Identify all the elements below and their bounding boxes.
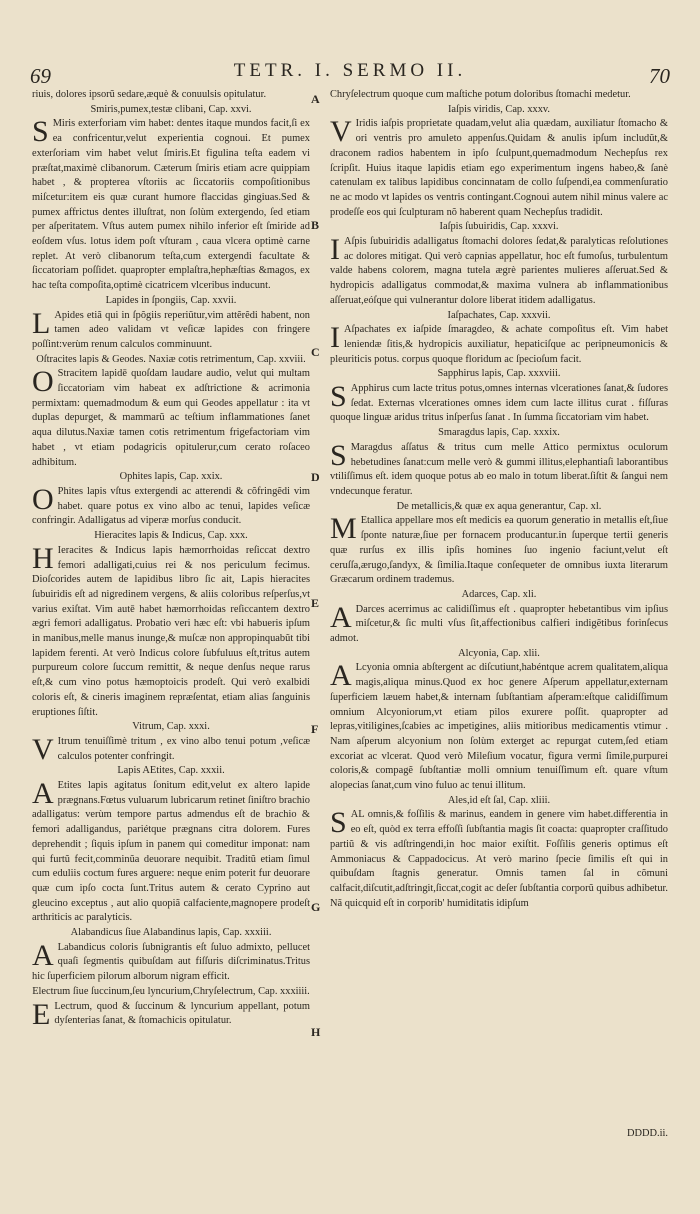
paragraph [330, 235, 668, 309]
drop-capital: O [32, 482, 54, 516]
paragraph-text: Alcyonia, Cap. xlii. [458, 647, 540, 659]
margin-letter: A [311, 92, 320, 106]
drop-capital: A [330, 659, 352, 693]
paragraph [330, 323, 668, 367]
chapter-heading [32, 529, 310, 544]
left-text-column [32, 88, 310, 1029]
margin-letter: B [311, 218, 320, 232]
margin-letter: H [311, 1025, 321, 1039]
paragraph [330, 438, 668, 500]
paragraph-text: Electrum ſiue ſuccinum,ſeu lyncurium,Chryſelectrum, Cap. xxxiiii. [32, 985, 310, 997]
paragraph-text: Ophites lapis, Cap. xxix. [119, 471, 223, 483]
chapter-heading [32, 926, 310, 941]
paragraph-text: Lcyonia omnia abſtergent ac diſcutiunt,habéntque acrem qualitatem,aliqua magis,aliqua minus.Quod ex hoc genere Aſperum appellatur,externam ſuperficiem læuem habet,& internam ſubſtantiam aſperam:eſtque calidiſſimum omnium Alcyoniorum,vt etiam pilos exurere poſſit. quapropter ad lepras,vitiligines,ſcabies ac impetigines, aliis mitioribus medicamentis vtimur . Nam aſperum alcyonium non ſolùm exterget ac repurgat cutem,ſed etiam excoriat ac vlcerat. Quod verò Mileſium vocatur, figura vermi ſimile,purpurei coloris,& compagẽ ſubſtantiæ molli omnium tenuiſſimum eſt. quare vſtum alopecias ſanat,cum vino fuluo ac tenui illitum. [330, 662, 668, 792]
paragraph-text: Vitrum, Cap. xxxi. [132, 721, 210, 733]
paragraph-text: De metallicis,& quæ ex aqua generantur, Cap. xl. [396, 500, 602, 512]
paragraph-text: Darces acerrimus ac calidiſſimus eſt . quapropter hebetantibus vim ipſius miſcetur,& ſic multi vſus ſit,affectionibus calfieri indigẽtibus forinſecus admot. [330, 603, 668, 645]
paragraph-text: AL omnis,& foſſilis & marinus, eandem in genere vim habet.differentia in eo eſt, quòd ex terra effoſſi ſubſtantia magis ſit coacta: quapropter craſſitudo partiũ & vis adſtringendi,in hoc maior exiſtit. Foſſilis generis optimus eſt Ammoniacus & Cappadocicus. At verò marino ſpecie ſimilis eſt qui in quibuſdam ſtagnis generatur. Omnis tamen ſal in cõmuni calfacit,diſcutit,adſtringit,ſiccat,cogit ac deſer ſubſtantia corporũ quibus adhibetur. Nã quicquid eſt in corporib' humiditatis idipſum [330, 809, 668, 909]
paragraph-text: Smiris,pumex,testæ clibani, Cap. xxvi. [90, 103, 252, 115]
paragraph-text: Labandicus coloris ſubnigrantis eſt ſuluo admixto, pellucet quaſi ſegmentis quibuſdam aut fiſſuris diſcriminatus.Tritus hic ſuperficiem pilorum alborum nigram efficit. [32, 941, 310, 983]
paragraph [32, 938, 310, 985]
chapter-heading [330, 103, 668, 118]
paragraph-text: Lapides in ſpongiis, Cap. xxvii. [105, 294, 237, 306]
paragraph-text: Etallica appellare mos eſt medicis ea quorum generatio in metallis eſt,ſiue ſponte naturæ,ſiue per fornacem producantur.in ſuperque tertii generis quæ rurſus ex illis ipſis homines ſuo ingenio faciunt,velut eſt ceruſſa,ærugo,ſandyx, & ſimilia.Itaque conſequeter de omnibus iuxta literarum Græcarum ordinem trademus. [330, 515, 668, 586]
margin-letter: E [311, 596, 320, 610]
paragraph-text: Ales,id eſt ſal, Cap. xliii. [447, 794, 551, 806]
paragraph [330, 808, 668, 911]
drop-capital: L [32, 306, 51, 340]
paragraph-text: Lectrum, quod & ſuccinum & lyncurium appellant, potum dyſenterias ſanat, & ſtomachicis opitulatur. [54, 1000, 310, 1027]
chapter-heading [330, 500, 668, 515]
drop-capital: V [330, 115, 352, 149]
drop-capital: S [330, 438, 347, 472]
paragraph-text: Ieracites & Indicus lapis hæmorrhoidas reſiccat dextro femori adalligati,cuius rei & nos periculum fecimus. Dioſcorides autem de lapidibus libro ſic ait, Lapis hieracites ſubuiridis eſt ad nigredinem vergens, & aliis coloribus reſperſus,vt varius exiſtat. Vim autē habet hæmorrhoidas reſiccantem dextro ægri femori adalligatus. Probatio veri hæc eſt: vbi habueris ipſum in manibus,melle manus inunge,& muſcæ non appropinquabũt tibi lapidem ferenti. At verò Indicus colore ſubfuluus eſt,tritus autem purpureum colore ſuccum remittit, & neque denſus neque rarus eſt,& cum vino potus hæmoptoicis prodeſt. Qui verò exalbidi coloris eſt, & cineris imaginem repræſentat, etiam alias ſanguinis eruptiones ſiſtit. [32, 544, 310, 718]
chapter-heading [330, 588, 668, 603]
chapter-heading [330, 794, 668, 809]
paragraph-text: Sapphirus lapis, Cap. xxxviii. [437, 368, 561, 380]
chapter-heading [32, 470, 310, 485]
drop-capital: O [32, 365, 54, 399]
chapter-heading [330, 220, 668, 235]
margin-letter: C [311, 345, 320, 359]
paragraph-text: Chryſelectrum quoque cum maſtiche potum doloribus ſtomachi medetur. [330, 89, 631, 100]
chapter-heading [32, 985, 310, 1000]
paragraph-text: Oſtracites lapis & Geodes. Naxiæ cotis retrimentum, Cap. xxviii. [36, 353, 306, 365]
chapter-heading [32, 720, 310, 735]
drop-capital: H [32, 541, 54, 575]
paragraph [32, 997, 310, 1031]
margin-letter: G [311, 900, 321, 914]
paragraph-text: Etites lapis agitatus ſonitum edit,velut ex altero lapide prægnans.Fœtus vuluarum lubricarum retinet ſiniſtro brachio adalligatus: verùm tempore partus admendus eſt de brachio & femori adalligandus, pariétque prægnans citra dolorem. Fures deprehendit ; ſiquis ipſum in panem qui comeditur imponat: nam qui furtũ fecit,comminũa deuorare nequibit. Traditũ etiam ſimul cum eduliis coctum fures arguere: neque enim poterit fur deuorare quæ cum ipſo cocta ſunt.Tritus autem & cerato Cyprino aut gleucino exceptus , aut alio quopiã calfaciente,magnopere prodeſt arthriticis ac paralyticis. [32, 780, 310, 924]
chapter-heading [32, 764, 310, 779]
margin-letter: F [311, 722, 319, 736]
drop-capital: I [330, 321, 340, 355]
paragraph [32, 482, 310, 529]
paragraph-text: Iridis iaſpis proprietate quadam,velut alia quædam, auxiliatur ſtomacho & ori ventris pro amuleto appenſus.Quidam & anulis ipſum includũt,& draconem radios habentem in ipſo ſculpunt,quemadmodum Nechepſus rex ſcripſit. Huius itaque lapidis etiam ego experimentum ingens habeo,& ſanè catenulam ex talibus lapidibus concinnatam de collo ſuſpendi,ea commenſuratio ne ac modo vt lapides os ventris contingant.Cognoui autem nihil minus valere ac prodeſſe eos qui ſculpturam nõ haberent quam Nechepſus tradidit. [330, 118, 668, 218]
drop-capital: A [32, 938, 54, 972]
paragraph-text: Iaſpachates, Cap. xxxvii. [447, 309, 551, 321]
signature-mark: DDDD.ii. [627, 1128, 668, 1139]
chapter-heading [330, 647, 668, 662]
chapter-heading [32, 294, 310, 309]
paragraph-text: riuis, dolores ipsorũ sedare,æquè & conuulsis opitulatur. [32, 89, 267, 100]
paragraph [32, 779, 310, 926]
paragraph [32, 306, 310, 353]
drop-capital: S [32, 115, 49, 149]
paragraph-text: Apides etiã qui in ſpõgiis reperiũtur,vim attẽrẽdi habent, non tamen adeo validam vt veſicæ lapides con fringere poſſint:verùm renum calculos comminuunt. [32, 309, 310, 350]
paragraph-text: Aſpis ſubuiridis adalligatus ſtomachi dolores ſedat,& paralyticas reſolutiones ac dolores mitigat. Qui verò capnias appellatur, hoc eſt fumoſus, turbulentum valde habens colorem, magna tutela ægrè parientes mulieres aſſeruat.Sed & hydropicis adalligatus commodat,& maxima vulnera ab inflammationibus aſſeruat,eóſque qui vulnerantur dolore liberat itidem adalligatus. [330, 236, 668, 306]
paragraph [330, 514, 668, 588]
drop-capital: M [330, 512, 357, 546]
paragraph-text: Iaſpis ſubuiridis, Cap. xxxvi. [439, 221, 559, 233]
margin-letter: D [311, 470, 320, 484]
paragraph-text: Miris exterforiam vim habet: dentes itaque mundos facit,ſi ex ea confricentur,velut experientia cognoui. Et pumex exterſoriam vim habet velut ſmiris.Et figulina teſta eadem vi præſtat,maximè clibanorum. Cæterum ſmiris etiam acre quippiam habet , & propterea vſtoriis ac ſiccatoriis compoſitionibus miſcetur:item eis quæ curant humore flaccidas gingiuas.Sed & pumex affrictus dentes illuſtrat, non ſolùm extergendo, ſed etiam per aſperitatem. Vſtus autem pumex nihilo inferior eſt ſmiride ad eoſdem vſus. lotus idem poſt vſturam , caua vlcera optimè carne replet. At verò clibanorum teſta,cum extergendi facultate & ſiccatoriam poſſidet. quapropter emplaſtra,hephæſtias &magos, ex hac teſta compoſita,optimè cicatricem vlceribus inducunt. [32, 118, 310, 292]
paragraph [32, 367, 310, 470]
paragraph-text: Lapis AEtites, Cap. xxxii. [117, 765, 225, 777]
paragraph-text: Iaſpis viridis, Cap. xxxv. [447, 103, 551, 115]
paragraph-text: Stracitem lapidē quoſdam laudare audio, velut qui multam ſiccatoriam vim habeat ex adſtrictione & acrimonia permixtam: quemadmodum & eum qui Geodes appellatur : ita vt duplas depurget, & mammarũ ac teſtium inflammationes ſanet aqua dilutus.Naxiæ tamen cotis retrimentum frigefactoriam vim habet , vt etiam podagricis opitulerur,cum cerato roſaceo adhibitum. [32, 368, 310, 468]
chapter-heading [32, 353, 310, 368]
paragraph-text: Hieracites lapis & Indicus, Cap. xxx. [94, 530, 248, 542]
chapter-heading [330, 426, 668, 441]
drop-capital: S [330, 806, 347, 840]
drop-capital: S [330, 380, 347, 414]
paragraph-text: Apphirus cum lacte tritus potus,omnes internas vlcerationes ſanat,& ſudores ſedat. Externas vlcerationes omnes idem cum lacte illitus curat . fiſſuras quoque linguæ aridus tritus inſperſus ſanat . In ſumma ſiccatoriam vim habet. [330, 383, 668, 424]
paragraph [32, 117, 310, 293]
drop-capital: E [32, 997, 51, 1031]
paragraph-text: Adarces, Cap. xli. [461, 588, 537, 600]
paragraph [330, 382, 668, 426]
drop-capital: V [32, 732, 54, 766]
chapter-heading [330, 309, 668, 324]
paragraph [32, 88, 310, 103]
chapter-heading [32, 103, 310, 118]
paragraph [330, 117, 668, 220]
running-header [30, 58, 670, 88]
paragraph-text: Maragdus aſſatus & tritus cum melle Attico permixtus oculorum hebetudines ſanat:cum melle verò & gummi illitus,elephantiaſi laborantibus vtiliſſimus eſt. idem quoque potus ab eo malo in totum liberat.ſiſtit & ſangui nem vndecunque feratur. [330, 441, 668, 497]
right-page-number: 70 [649, 64, 670, 88]
right-text-column [330, 88, 668, 911]
paragraph [330, 88, 668, 103]
paragraph-text: Phites lapis vſtus extergendi ac atterendi & cõfringẽdi vim habet. quare potus ex vino albo ac tenui, lapides veſicæ confringir. Adalligatus ad viperæ morſus conducit. [32, 485, 310, 527]
running-title: TETR. I. SERMO II. [233, 60, 467, 81]
paragraph-text: Aſpachates ex iaſpide ſmaragdeo, & achate compoſitus eſt. Vim habet leniendæ ſitis,& hydropicis auxiliatur, hepaticiſque ac peripneumonicis & pleuriticis potus. corpus quoque floridum ac ſpecioſum facit. [330, 324, 668, 365]
drop-capital: I [330, 233, 340, 267]
drop-capital: A [330, 600, 352, 634]
paragraph [330, 600, 668, 647]
paragraph-text: Smaragdus lapis, Cap. xxxix. [438, 427, 560, 439]
left-page-number: 69 [30, 64, 51, 88]
paragraph [32, 541, 310, 720]
chapter-heading [330, 367, 668, 382]
drop-capital: A [32, 777, 54, 811]
paragraph [330, 661, 668, 793]
paragraph-text: Itrum tenuiſſimè tritum , ex vino albo tenui potum ,veſicæ calculos potenter confringit. [57, 735, 310, 762]
paragraph-text: Alabandicus ſiue Alabandinus lapis, Cap. xxxiii. [70, 927, 272, 939]
paragraph [32, 732, 310, 766]
